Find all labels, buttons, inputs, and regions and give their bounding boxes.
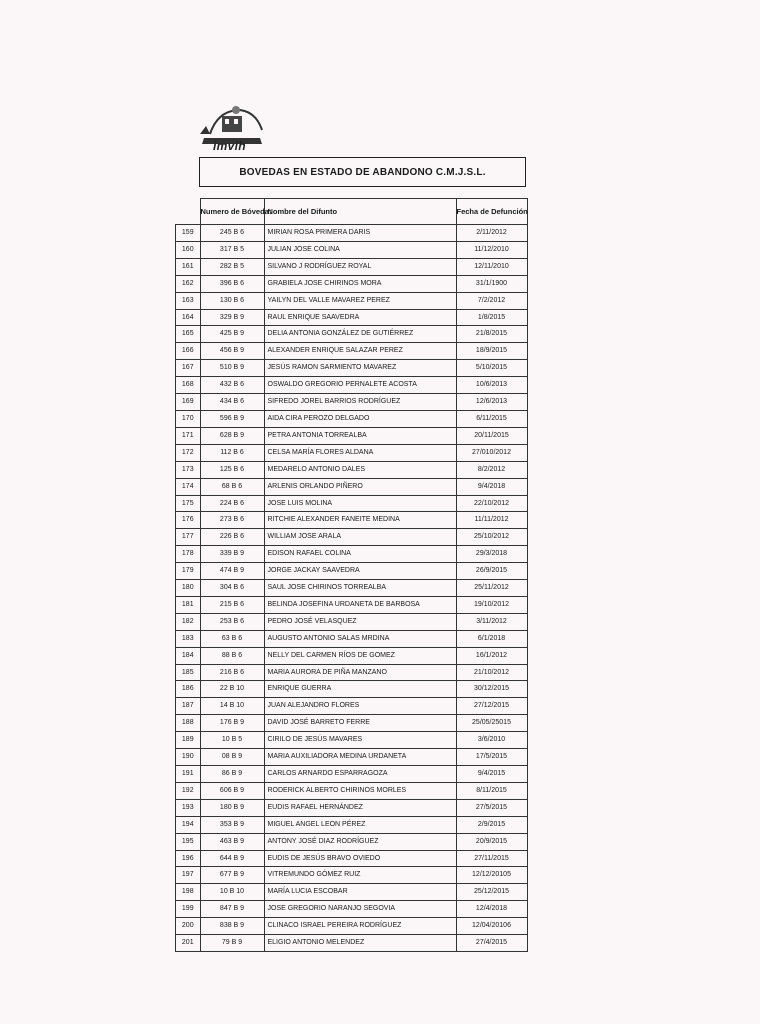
deceased-name: RITCHIE ALEXANDER FANEITE MEDINA: [264, 512, 456, 529]
deceased-name: CARLOS ARNARDO ESPARRAGOZA: [264, 766, 456, 783]
death-date: 25/05/25015: [456, 715, 527, 732]
vault-number: 425 B 9: [200, 326, 264, 343]
deceased-name: MIRIAN ROSA PRIMERA DARIS: [264, 225, 456, 242]
death-date: 20/11/2015: [456, 427, 527, 444]
deceased-name: JUAN ALEJANDRO FLORES: [264, 698, 456, 715]
deceased-name: NELLY DEL CARMEN RÍOS DE GOMEZ: [264, 647, 456, 664]
row-index: 181: [176, 596, 201, 613]
deceased-name: OSWALDO GREGORIO PERNALETE ACOSTA: [264, 377, 456, 394]
death-date: 12/6/2013: [456, 394, 527, 411]
row-index: 184: [176, 647, 201, 664]
table-row: [176, 850, 528, 867]
vault-number: 79 B 9: [200, 935, 264, 952]
deceased-name: JOSE GREGORIO NARANJO SEGOVIA: [264, 901, 456, 918]
row-index: 168: [176, 377, 201, 394]
row-index: 182: [176, 613, 201, 630]
vault-number: 304 B 6: [200, 580, 264, 597]
row-index: 179: [176, 563, 201, 580]
death-date: 27/11/2015: [456, 850, 527, 867]
row-index: 174: [176, 478, 201, 495]
table-row: [176, 444, 528, 461]
vault-number: 339 B 9: [200, 546, 264, 563]
table-row: [176, 732, 528, 749]
death-date: 18/9/2015: [456, 343, 527, 360]
vault-number: 10 B 5: [200, 732, 264, 749]
vault-number: 215 B 6: [200, 596, 264, 613]
deceased-name: YAILYN DEL VALLE MAVAREZ PEREZ: [264, 292, 456, 309]
deceased-name: DELIA ANTONIA GONZÁLEZ DE GUTIÉRREZ: [264, 326, 456, 343]
row-index: 171: [176, 427, 201, 444]
table-row: [176, 630, 528, 647]
vault-number: 434 B 6: [200, 394, 264, 411]
row-index: 183: [176, 630, 201, 647]
table-row: [176, 884, 528, 901]
vault-number: 125 B 6: [200, 461, 264, 478]
vault-number: 112 B 6: [200, 444, 264, 461]
table-header-row: [176, 199, 528, 225]
table-row: [176, 918, 528, 935]
table-row: [176, 935, 528, 952]
death-date: 6/1/2018: [456, 630, 527, 647]
row-index: 185: [176, 664, 201, 681]
row-index: 162: [176, 275, 201, 292]
deceased-name: RODERICK ALBERTO CHIRINOS MORLES: [264, 782, 456, 799]
deceased-name: CELSA MARÍA FLORES ALDANA: [264, 444, 456, 461]
table-row: [176, 799, 528, 816]
deceased-name: AIDA CIRA PEROZO DELGADO: [264, 410, 456, 427]
row-index: 186: [176, 681, 201, 698]
vault-number: 677 B 9: [200, 867, 264, 884]
death-date: 9/4/2018: [456, 478, 527, 495]
death-date: 27/12/2015: [456, 698, 527, 715]
deceased-name: CLINACO ISRAEL PEREIRA RODRÍGUEZ: [264, 918, 456, 935]
table-row: [176, 512, 528, 529]
table-row: [176, 529, 528, 546]
row-index: 176: [176, 512, 201, 529]
vault-number: 10 B 10: [200, 884, 264, 901]
table-row: [176, 647, 528, 664]
death-date: 12/04/20106: [456, 918, 527, 935]
death-date: 12/11/2010: [456, 258, 527, 275]
death-date: 27/010/2012: [456, 444, 527, 461]
vault-number: 63 B 6: [200, 630, 264, 647]
deceased-name: MARÍA LUCIA ESCOBAR: [264, 884, 456, 901]
row-index: 196: [176, 850, 201, 867]
death-date: 8/2/2012: [456, 461, 527, 478]
vault-number: 273 B 6: [200, 512, 264, 529]
deceased-name: MARIA AURORA DE PIÑA MANZANO: [264, 664, 456, 681]
row-index: 193: [176, 799, 201, 816]
death-date: 16/1/2012: [456, 647, 527, 664]
death-date: 19/10/2012: [456, 596, 527, 613]
row-index: 165: [176, 326, 201, 343]
row-index: 159: [176, 225, 201, 242]
death-date: 11/11/2012: [456, 512, 527, 529]
row-index: 195: [176, 833, 201, 850]
vault-number: 14 B 10: [200, 698, 264, 715]
vault-number: 317 B 5: [200, 241, 264, 258]
table-row: [176, 461, 528, 478]
death-date: 2/11/2012: [456, 225, 527, 242]
table-row: [176, 613, 528, 630]
death-date: 27/5/2015: [456, 799, 527, 816]
table-row: [176, 698, 528, 715]
vault-number: 474 B 9: [200, 563, 264, 580]
vault-number: 224 B 6: [200, 495, 264, 512]
row-index: 160: [176, 241, 201, 258]
deceased-name: EUDIS RAFAEL HERNÁNDEZ: [264, 799, 456, 816]
table-row: [176, 749, 528, 766]
row-index: 172: [176, 444, 201, 461]
deceased-name: PETRA ANTONIA TORREALBA: [264, 427, 456, 444]
deceased-name: VITREMUNDO GÓMEZ RUIZ: [264, 867, 456, 884]
deceased-name: DAVID JOSÉ BARRETO FERRE: [264, 715, 456, 732]
row-index: 198: [176, 884, 201, 901]
table-row: [176, 343, 528, 360]
index-column-header: [176, 199, 201, 225]
deceased-name: ARLENIS ORLANDO PIÑERO: [264, 478, 456, 495]
death-date: 10/6/2013: [456, 377, 527, 394]
vault-number: 353 B 9: [200, 816, 264, 833]
row-index: 161: [176, 258, 201, 275]
table-row: [176, 563, 528, 580]
row-index: 178: [176, 546, 201, 563]
death-date: 22/10/2012: [456, 495, 527, 512]
row-index: 166: [176, 343, 201, 360]
table-row: [176, 664, 528, 681]
vault-number: 176 B 9: [200, 715, 264, 732]
table-row: [176, 478, 528, 495]
death-date: 7/2/2012: [456, 292, 527, 309]
vault-number: 08 B 9: [200, 749, 264, 766]
death-date: 25/10/2012: [456, 529, 527, 546]
table-row: [176, 901, 528, 918]
row-index: 177: [176, 529, 201, 546]
abandoned-vaults-table: [175, 198, 528, 952]
death-date: 2/9/2015: [456, 816, 527, 833]
table-row: [176, 326, 528, 343]
vault-number: 22 B 10: [200, 681, 264, 698]
document-title: BOVEDAS EN ESTADO DE ABANDONO C.M.J.S.L.: [199, 157, 526, 187]
table-row: [176, 410, 528, 427]
table-row: [176, 681, 528, 698]
deceased-name: RAUL ENRIQUE SAAVEDRA: [264, 309, 456, 326]
row-index: 192: [176, 782, 201, 799]
vault-number: 180 B 9: [200, 799, 264, 816]
vault-number: 510 B 9: [200, 360, 264, 377]
deceased-name: ENRIQUE GUERRA: [264, 681, 456, 698]
death-date: 26/9/2015: [456, 563, 527, 580]
vault-number: 396 B 6: [200, 275, 264, 292]
deceased-name-column-header: Nombre del Difunto: [264, 199, 456, 225]
vault-number: 216 B 6: [200, 664, 264, 681]
vault-number: 606 B 9: [200, 782, 264, 799]
vault-number: 329 B 9: [200, 309, 264, 326]
deceased-name: MIGUEL ANGEL LEON PÉREZ: [264, 816, 456, 833]
deceased-name: JULIAN JOSE COLINA: [264, 241, 456, 258]
row-index: 169: [176, 394, 201, 411]
table-row: [176, 715, 528, 732]
vault-number: 282 B 5: [200, 258, 264, 275]
row-index: 197: [176, 867, 201, 884]
table-row: [176, 377, 528, 394]
table-row: [176, 275, 528, 292]
row-index: 173: [176, 461, 201, 478]
vault-number: 88 B 6: [200, 647, 264, 664]
table-row: [176, 495, 528, 512]
death-date: 12/12/20105: [456, 867, 527, 884]
deceased-name: SILVANO J RODRÍGUEZ ROYAL: [264, 258, 456, 275]
row-index: 201: [176, 935, 201, 952]
deceased-name: JORGE JACKAY SAAVEDRA: [264, 563, 456, 580]
deceased-name: SIFREDO JOREL BARRIOS RODRÍGUEZ: [264, 394, 456, 411]
death-date: 11/12/2010: [456, 241, 527, 258]
row-index: 199: [176, 901, 201, 918]
row-index: 175: [176, 495, 201, 512]
table-row: [176, 816, 528, 833]
row-index: 194: [176, 816, 201, 833]
table-row: [176, 225, 528, 242]
table-body: [176, 225, 528, 952]
vault-number: 644 B 9: [200, 850, 264, 867]
deceased-name: ANTONY JOSÉ DIAZ RODRÍGUEZ: [264, 833, 456, 850]
deceased-name: CIRILO DE JESÚS MAVARES: [264, 732, 456, 749]
table-row: [176, 867, 528, 884]
death-date: 8/11/2015: [456, 782, 527, 799]
logo-text: imvih: [213, 139, 246, 153]
vault-number: 628 B 9: [200, 427, 264, 444]
death-date: 3/11/2012: [456, 613, 527, 630]
death-date: 20/9/2015: [456, 833, 527, 850]
deceased-name: BELINDA JOSEFINA URDANETA DE BARBOSA: [264, 596, 456, 613]
deceased-name: JOSE LUIS MOLINA: [264, 495, 456, 512]
row-index: 163: [176, 292, 201, 309]
deceased-name: PEDRO JOSÉ VELASQUEZ: [264, 613, 456, 630]
row-index: 189: [176, 732, 201, 749]
table-row: [176, 360, 528, 377]
table-row: [176, 394, 528, 411]
table-row: [176, 782, 528, 799]
deceased-name: SAUL JOSE CHIRINOS TORREALBA: [264, 580, 456, 597]
deceased-name: MEDARELO ANTONIO DALES: [264, 461, 456, 478]
deceased-name: EUDIS DE JESÚS BRAVO OVIEDO: [264, 850, 456, 867]
deceased-name: GRABIELA JOSE CHIRINOS MORA: [264, 275, 456, 292]
deceased-name: AUGUSTO ANTONIO SALAS MRDINA: [264, 630, 456, 647]
table-row: [176, 292, 528, 309]
vault-number: 456 B 9: [200, 343, 264, 360]
row-index: 180: [176, 580, 201, 597]
death-date: 3/6/2010: [456, 732, 527, 749]
table-row: [176, 833, 528, 850]
row-index: 200: [176, 918, 201, 935]
death-date: 31/1/1900: [456, 275, 527, 292]
table-row: [176, 580, 528, 597]
row-index: 188: [176, 715, 201, 732]
table-row: [176, 766, 528, 783]
table-row: [176, 427, 528, 444]
vault-number: 86 B 9: [200, 766, 264, 783]
row-index: 170: [176, 410, 201, 427]
vault-number: 245 B 6: [200, 225, 264, 242]
row-index: 191: [176, 766, 201, 783]
vault-number: 226 B 6: [200, 529, 264, 546]
death-date-column-header: Fecha de Defunción: [456, 199, 527, 225]
vault-number: 130 B 6: [200, 292, 264, 309]
vault-number: 596 B 9: [200, 410, 264, 427]
death-date: 29/3/2018: [456, 546, 527, 563]
deceased-name: EDISON RAFAEL COLINA: [264, 546, 456, 563]
table-row: [176, 596, 528, 613]
death-date: 30/12/2015: [456, 681, 527, 698]
death-date: 27/4/2015: [456, 935, 527, 952]
death-date: 21/8/2015: [456, 326, 527, 343]
vault-number-column-header: Numero de Bóveda:: [200, 199, 264, 225]
death-date: 5/10/2015: [456, 360, 527, 377]
deceased-name: ELIGIO ANTONIO MELENDEZ: [264, 935, 456, 952]
deceased-name: MARIA AUXILIADORA MEDINA URDANETA: [264, 749, 456, 766]
row-index: 167: [176, 360, 201, 377]
row-index: 187: [176, 698, 201, 715]
death-date: 25/11/2012: [456, 580, 527, 597]
deceased-name: JESÚS RAMON SARMIENTO MAVAREZ: [264, 360, 456, 377]
death-date: 21/10/2012: [456, 664, 527, 681]
death-date: 9/4/2015: [456, 766, 527, 783]
vault-number: 838 B 9: [200, 918, 264, 935]
death-date: 25/12/2015: [456, 884, 527, 901]
vault-number: 68 B 6: [200, 478, 264, 495]
row-index: 164: [176, 309, 201, 326]
death-date: 12/4/2018: [456, 901, 527, 918]
row-index: 190: [176, 749, 201, 766]
death-date: 1/8/2015: [456, 309, 527, 326]
deceased-name: WILLIAM JOSE ARALA: [264, 529, 456, 546]
table-row: [176, 309, 528, 326]
vault-number: 432 B 6: [200, 377, 264, 394]
table-row: [176, 241, 528, 258]
vault-number: 463 B 9: [200, 833, 264, 850]
vault-number: 253 B 6: [200, 613, 264, 630]
table-row: [176, 546, 528, 563]
deceased-name: ALEXANDER ENRIQUE SALAZAR PEREZ: [264, 343, 456, 360]
table-row: [176, 258, 528, 275]
death-date: 6/11/2015: [456, 410, 527, 427]
death-date: 17/5/2015: [456, 749, 527, 766]
vault-number: 847 B 9: [200, 901, 264, 918]
